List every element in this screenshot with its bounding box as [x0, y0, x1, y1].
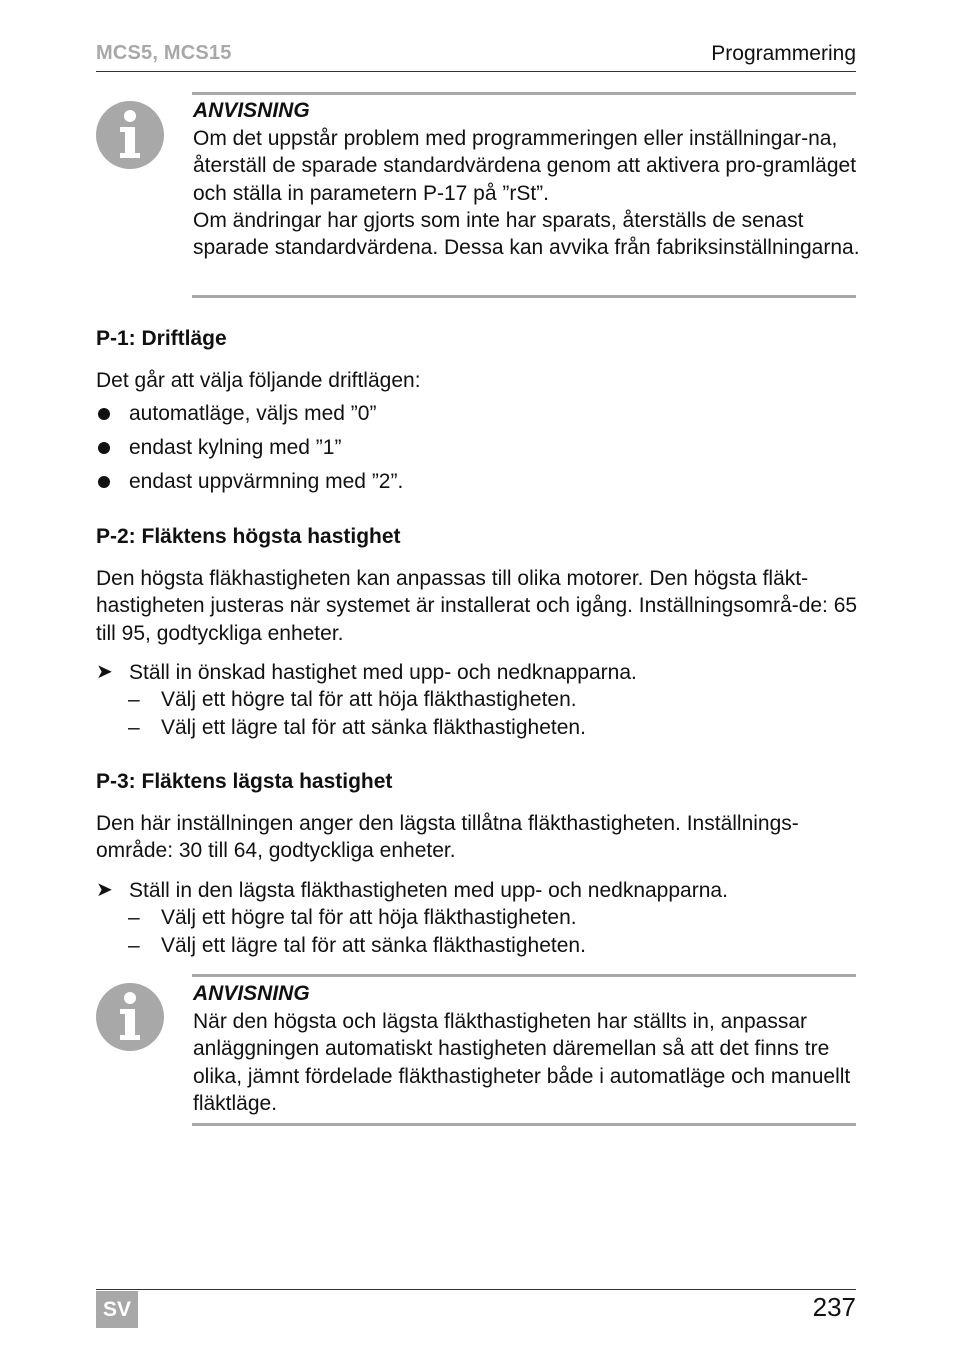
note1-paragraph: Om det uppstår problem med programmeringen eller inställningar-na, återställ de sparade standardvärdena genom att aktivera pro-gramläget och ställa in parametern P-17 på ”rSt”. [193, 127, 857, 205]
instruction-step-text: Ställ in den lägsta fläkthastigheten med upp- och nedknapparna. [129, 879, 728, 902]
note1-title: ANVISNING [193, 99, 310, 122]
header-product: MCS5, MCS15 [96, 42, 232, 64]
note2-bottom-rule [192, 1123, 856, 1126]
note2-title: ANVISNING [193, 982, 310, 1005]
p2-body [96, 565, 858, 647]
header-divider [96, 71, 856, 72]
section-heading-p3: P-3: Fläktens lägsta hastighet [96, 770, 393, 793]
list-item-text: endast kylning med ”1” [129, 436, 342, 459]
note2-body [193, 1008, 861, 1117]
note2-top-rule [192, 974, 856, 977]
p1-intro-text: Det går att välja följande driftlägen: [96, 369, 421, 392]
instruction-substep-text: Välj ett högre tal för att höja fläkthastigheten. [161, 906, 577, 929]
page-number: 237 [812, 1292, 856, 1322]
arrow-right-icon: ➤ [96, 879, 113, 901]
footer-divider [96, 1289, 856, 1290]
arrow-right-icon: ➤ [96, 661, 113, 683]
dash-icon: – [128, 716, 140, 739]
info-icon [96, 983, 164, 1051]
bullet-icon [98, 408, 110, 420]
info-icon [96, 101, 164, 169]
instruction-substep-text: Välj ett högre tal för att höja fläkthastigheten. [161, 688, 577, 711]
p3-body [96, 810, 858, 865]
note1-body [193, 125, 861, 261]
list-item-text: endast uppvärmning med ”2”. [129, 470, 404, 493]
section-heading-p2: P-2: Fläktens högsta hastighet [96, 525, 401, 548]
header-chapter: Programmering [711, 42, 856, 65]
instruction-step-text: Ställ in önskad hastighet med upp- och nedknapparna. [129, 661, 637, 684]
list-item-text: automatläge, väljs med ”0” [129, 402, 377, 425]
bullet-icon [98, 476, 110, 488]
note1-bottom-rule [192, 295, 856, 298]
p3-body-text: Den här inställningen anger den lägsta tillåtna fläkthastigheten. Inställnings-område: 30 till 64, godtyckliga enheter. [96, 812, 799, 863]
bullet-icon [98, 442, 110, 454]
instruction-substep-text: Välj ett lägre tal för att sänka fläkthastigheten. [161, 934, 586, 957]
note2-paragraph: När den högsta och lägsta fläkthastigheten har ställts in, anpassar anläggningen automatiskt hastigheten däremellan så att det finns tre olika, jämnt fördelade fläkthastigheter både i automatläge och manuellt fläktläge. [193, 1010, 851, 1115]
dash-icon: – [128, 934, 140, 957]
p2-body-text: Den högsta fläkhastigheten kan anpassas till olika motorer. Den högsta fläkt-hastigheten justeras när systemet är installerat och igång. Inställningsområ-de: 65 till 95, godtyckliga enheter. [96, 567, 858, 645]
language-badge: SV [96, 1291, 138, 1328]
p1-intro [96, 367, 858, 394]
note1-top-rule [192, 92, 856, 95]
section-heading-p1: P-1: Driftläge [96, 327, 227, 350]
instruction-substep-text: Välj ett lägre tal för att sänka fläkthastigheten. [161, 716, 586, 739]
dash-icon: – [128, 688, 140, 711]
note1-paragraph: Om ändringar har gjorts som inte har sparats, återställs de senast sparade standardvärdena. Dessa kan avvika från fabriksinställningarna. [193, 208, 860, 260]
dash-icon: – [128, 906, 140, 929]
